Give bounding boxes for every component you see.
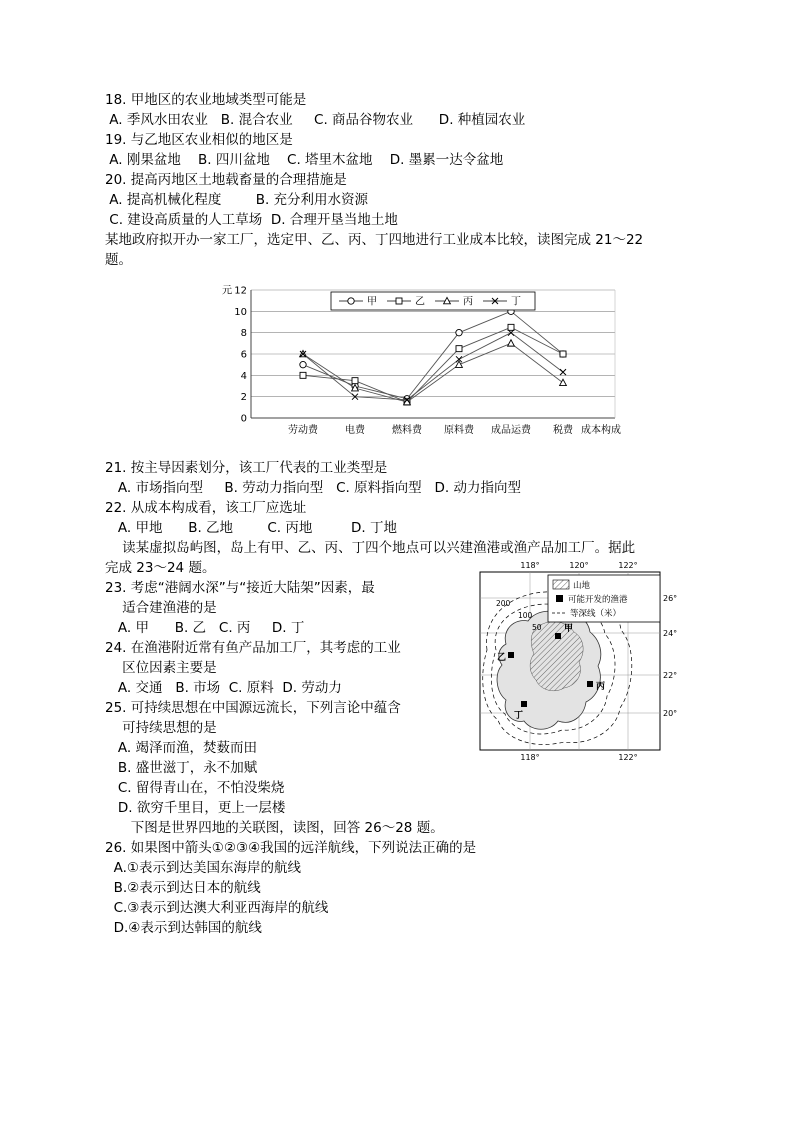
lon-label-bottom-122: 122° [618, 753, 638, 762]
text-line: B. 盛世滋丁，永不加赋 [105, 760, 258, 776]
chart-text: 丁 [511, 296, 521, 308]
lon-label-top-120: 120° [569, 561, 589, 570]
lat-label-24: 24° [663, 629, 678, 638]
text-line: A. 刚果盆地 B. 四川盆地 C. 塔里木盆地 D. 墨累一达令盆地 [105, 152, 504, 168]
chart-text: 甲 [367, 296, 377, 308]
chart-text: 8 [240, 328, 247, 340]
lon-label-top-122: 122° [618, 561, 638, 570]
chart-text: 4 [240, 370, 247, 382]
text-line: C. 留得青山在，不怕没柴烧 [105, 780, 285, 796]
questions-18-20-block [105, 90, 694, 270]
legend-port-label: 可能开发的渔港 [568, 595, 628, 605]
depth-label-100: 100 [518, 611, 533, 620]
legend-mountain-swatch [553, 580, 569, 589]
chart-text: 税费 [553, 425, 573, 436]
legend-port-swatch [556, 595, 563, 602]
chart-text: 10 [234, 306, 247, 318]
text-line: A. 甲地 B. 乙地 C. 丙地 D. 丁地 [105, 520, 397, 536]
chart-text: 成品运费 [491, 425, 531, 436]
port-marker-jia [555, 633, 561, 639]
text-line: 20. 提高丙地区土地载畜量的合理措施是 [105, 172, 347, 188]
legend-isobath-label: 等深线（米） [570, 609, 622, 619]
chart-text: 元 [222, 285, 232, 297]
chart-text: 劳动费 [288, 425, 318, 436]
cost-comparison-figure [215, 278, 694, 450]
text-line: D. 欲穷千里目，更上一层楼 [105, 800, 286, 816]
lon-label-bottom-118: 118° [520, 753, 540, 762]
text-line: 19. 与乙地区农业相似的地区是 [105, 132, 293, 148]
text-line: A. 交通 B. 市场 C. 原料 D. 劳动力 [105, 680, 342, 696]
text-line: 22. 从成本构成看，该工厂应选址 [105, 500, 307, 516]
text-line: 读某虚拟岛屿图，岛上有甲、乙、丙、丁四个地点可以兴建渔港或渔产品加工厂。据此 [105, 540, 636, 556]
text-line: A. 甲 B. 乙 C. 丙 D. 丁 [105, 620, 305, 636]
chart-text: 燃料费 [392, 425, 422, 436]
point-label-jia: 甲 [564, 624, 574, 634]
text-line: 某地政府拟开办一家工厂，选定甲、乙、丙、丁四地进行工业成本比较，读图完成 21～22 [105, 232, 644, 248]
text-line: A. 市场指向型 B. 劳动力指向型 C. 原料指向型 D. 动力指向型 [105, 480, 521, 496]
legend-mountain-label: 山地 [573, 581, 591, 591]
text-line: 23. 考虑“港阔水深”与“接近大陆架”因素，最 [105, 580, 375, 596]
depth-label-200: 200 [496, 599, 511, 608]
chart-text: 原料费 [444, 425, 474, 436]
lat-label-22: 22° [663, 671, 678, 680]
text-line: 26. 如果图中箭头①②③④我国的远洋航线，下列说法正确的是 [105, 840, 477, 856]
text-line: 18. 甲地区的农业地域类型可能是 [105, 92, 307, 108]
text-line: 题。 [105, 252, 132, 268]
questions-23-25-block [105, 558, 694, 838]
text-line: 24. 在渔港附近常有鱼产品加工厂，其考虑的工业 [105, 640, 401, 656]
text-line: C.③表示到达澳大利亚西海岸的航线 [105, 900, 329, 916]
text-line: A. 提高机械化程度 B. 充分利用水资源 [105, 192, 369, 208]
text-line: B.②表示到达日本的航线 [105, 880, 261, 896]
point-label-bing: 丙 [596, 682, 606, 692]
island-map-figure [472, 558, 694, 772]
chart-text: 6 [240, 349, 247, 361]
chart-text: 2 [240, 392, 247, 404]
text-line: A.①表示到达美国东海岸的航线 [105, 860, 301, 876]
lon-label-top-118: 118° [520, 561, 540, 570]
lat-label-26: 26° [663, 594, 678, 603]
port-marker-ding [521, 701, 527, 707]
text-line: 25. 可持续思想在中国源远流长，下列言论中蕴含 [105, 700, 401, 716]
port-marker-bing [587, 681, 593, 687]
point-label-ding: 丁 [514, 711, 524, 721]
chart-text: 成本构成 [581, 425, 621, 436]
lat-label-20: 20° [663, 709, 678, 718]
port-marker-yi [508, 652, 514, 658]
text-line: D.④表示到达韩国的航线 [105, 920, 262, 936]
text-line: 21. 按主导因素划分，该工厂代表的工业类型是 [105, 460, 388, 476]
depth-label-50: 50 [532, 623, 542, 632]
chart-text: 12 [234, 285, 247, 297]
text-line: C. 建设高质量的人工草场 D. 合理开垦当地土地 [105, 212, 398, 228]
point-label-yi: 乙 [497, 653, 507, 663]
text-line: 区位因素主要是 [105, 660, 217, 676]
text-line: 可持续思想的是 [105, 720, 217, 736]
chart-text: 电费 [345, 425, 365, 436]
question-26-block [105, 838, 694, 938]
chart-text: 0 [240, 413, 247, 425]
cost-comparison-chart [215, 278, 635, 444]
text-line: A. 竭泽而渔，焚薮而田 [105, 740, 257, 756]
chart-text: 丙 [463, 296, 473, 308]
text-line: 适合建渔港的是 [105, 600, 217, 616]
text-line: 下图是世界四地的关联图，读图，回答 26～28 题。 [105, 820, 444, 836]
chart-text: 乙 [415, 296, 425, 308]
text-line: 完成 23～24 题。 [105, 560, 216, 576]
questions-21-22-block [105, 458, 694, 558]
text-line: A. 季风水田农业 B. 混合农业 C. 商品谷物农业 D. 种植园农业 [105, 112, 526, 128]
island-map [472, 558, 694, 766]
